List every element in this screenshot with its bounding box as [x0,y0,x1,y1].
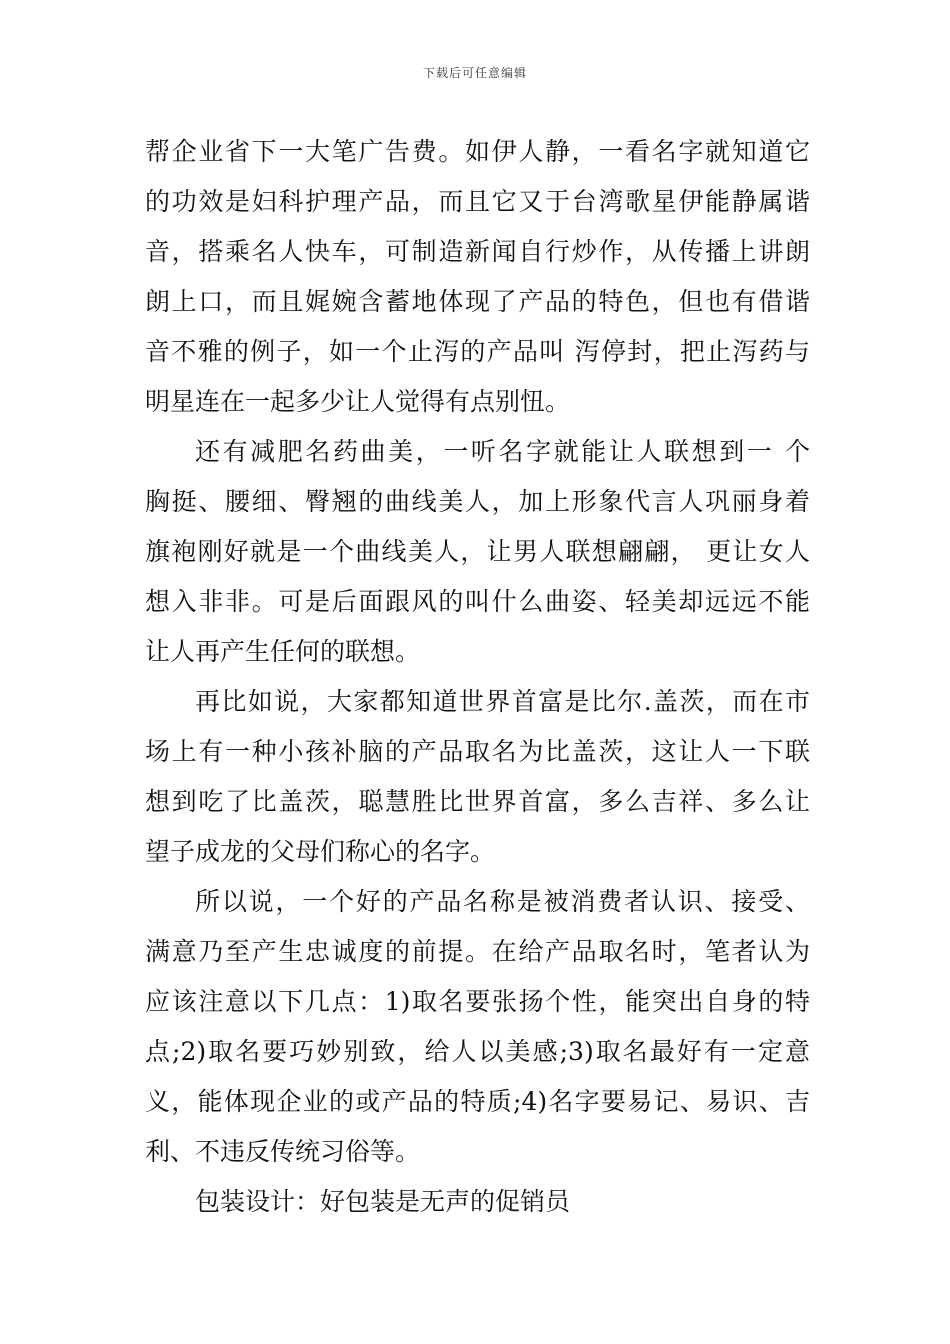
text-line: 满意乃至产生忠诚度的前提。在给产品取名时，笔者认为 [145,937,810,966]
page-header: 下载后可任意编辑 [422,66,527,80]
text-line: 利、不违反传统习俗等。 [145,1137,421,1166]
text-line: 胸挺、腰细、臀翘的曲线美人，加上形象代言人巩丽身着 [145,487,810,516]
text-line: 音，搭乘名人快车，可制造新闻自行炒作，从传播上讲朗 [145,237,810,266]
paragraph-first-line: 所以说，一个好的产品名称是被消费者认识、接受、 [195,887,810,916]
text-line: 朗上口，而且娓婉含蓄地体现了产品的特色，但也有借谐 [145,287,810,316]
text-line: 帮企业省下一大笔广告费。如伊人静，一看名字就知道它 [145,137,810,166]
text-line: 望子成龙的父母们称心的名字。 [145,837,496,866]
text-line: 的功效是妇科护理产品，而且它又于台湾歌星伊能静属谐 [145,187,810,216]
paragraph-first-line: 再比如说，大家都知道世界首富是比尔.盖茨，而在市 [195,687,810,716]
text-line: 想入非非。可是后面跟风的叫什么曲姿、轻美却远远不能 [145,587,810,616]
text-line: 点;2)取名要巧妙别致，给人以美感;3)取名最好有一定意 [145,1037,810,1066]
section-heading: 包装设计：好包装是无声的促销员 [195,1187,571,1216]
text-line: 义，能体现企业的或产品的特质;4)名字要易记、易识、吉 [145,1087,810,1116]
text-line: 音不雅的例子，如一个止泻的产品叫 泻停封，把止泻药与 [145,337,810,366]
text-line: 让人再产生任何的联想。 [145,637,421,666]
paragraph-first-line: 还有减肥名药曲美，一听名字就能让人联想到一 个 [195,437,810,466]
document-body [145,127,810,1227]
text-line: 明星连在一起多少让人觉得有点别忸。 [145,387,571,416]
text-line: 应该注意以下几点：1)取名要张扬个性，能突出自身的特 [145,987,810,1016]
text-line: 旗袍刚好就是一个曲线美人，让男人联想翩翩， 更让女人 [145,537,810,566]
text-line: 想到吃了比盖茨，聪慧胜比世界首富，多么吉祥、多么让 [145,787,810,816]
text-line: 场上有一种小孩补脑的产品取名为比盖茨，这让人一下联 [145,737,810,766]
